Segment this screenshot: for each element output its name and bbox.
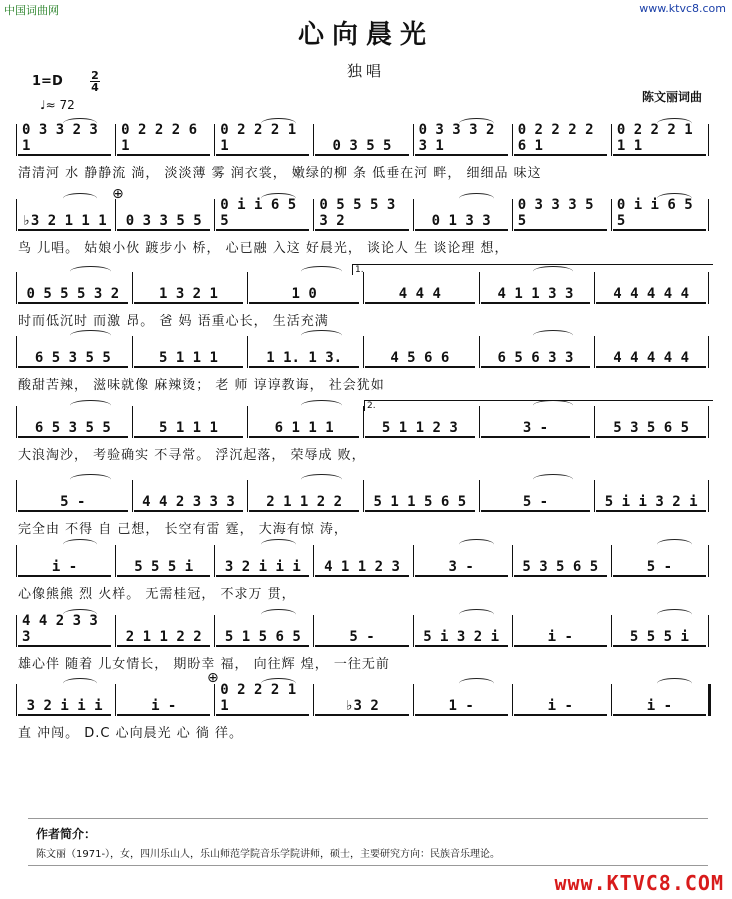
lyrics-line: 完全由 不得 自 己想， 长空有雷 霆， 大海有惊 涛，	[18, 522, 348, 537]
measure: 5 3 5 6 5	[514, 551, 607, 577]
measure: 4 4 4 4 4	[596, 342, 706, 368]
barline	[594, 480, 595, 512]
barline	[214, 684, 215, 716]
barline	[611, 124, 612, 156]
measure: 3 2 i i i	[216, 551, 309, 577]
measure: 5 5 5 i	[117, 551, 210, 577]
measure: 0 i i 6 5 5	[216, 205, 309, 231]
measure: 0 2 2 2 6 1	[117, 130, 210, 156]
measure: 0 2 2 2 1 1	[216, 690, 309, 716]
slur	[459, 118, 494, 129]
song-title: 心向晨光	[297, 20, 434, 50]
measure: 0 3 3 3 2 3 1	[415, 130, 508, 156]
slur	[459, 678, 494, 689]
barline	[512, 684, 513, 716]
barline	[132, 272, 133, 304]
slur	[261, 609, 296, 620]
measure: 6 1 1 1	[249, 412, 359, 438]
measure: 5 1 5 6 5	[216, 621, 309, 647]
song-subtitle: 独唱	[346, 62, 385, 80]
barline	[16, 336, 17, 368]
measure: 0 3 5 5	[315, 130, 408, 156]
barline	[214, 615, 215, 647]
score-system	[18, 551, 712, 607]
measure: 4 4 2 3 3 3	[18, 621, 111, 647]
barline	[363, 272, 364, 304]
measure: 0 3 3 3 5 5	[514, 205, 607, 231]
barline	[247, 336, 248, 368]
barline	[313, 615, 314, 647]
lyrics-line: 时而低沉时 而激 昂。 爸 妈 语重心长， 生活充满	[18, 314, 329, 329]
score-system	[18, 486, 712, 542]
barline	[413, 545, 414, 577]
measure: 5 i 3 2 i	[415, 621, 508, 647]
note-row	[18, 613, 712, 647]
measure: 5 1 1 2 3	[365, 412, 475, 438]
slur	[657, 539, 692, 550]
measure: i -	[514, 690, 607, 716]
note-row	[18, 682, 712, 716]
barline-end	[708, 272, 709, 304]
slur	[459, 609, 494, 620]
measure: 1 1. 1 3.	[249, 342, 359, 368]
measure: 5 -	[315, 621, 408, 647]
site-watermark-left: 中国词曲网	[4, 4, 59, 17]
measure: 0 i i 6 5 5	[613, 205, 706, 231]
barline	[214, 545, 215, 577]
slur	[63, 193, 98, 204]
measure: 5 3 5 6 5	[596, 412, 706, 438]
slur	[301, 266, 341, 277]
barline	[479, 272, 480, 304]
barline	[363, 480, 364, 512]
measure: 4 5 6 6	[365, 342, 475, 368]
barline-end	[708, 545, 709, 577]
measure: ♭3 2 1 1 1	[18, 205, 111, 231]
slur	[657, 118, 692, 129]
barline	[313, 199, 314, 231]
volta-first-ending: 1.	[352, 264, 713, 275]
measure: 1 0	[249, 278, 359, 304]
slur	[63, 609, 98, 620]
measure: 4 1 1 3 3	[481, 278, 591, 304]
measure: 0 2 2 2 1 1	[216, 130, 309, 156]
barline-end	[708, 615, 709, 647]
score-system	[18, 412, 712, 468]
score-system	[18, 278, 712, 334]
measure: i -	[514, 621, 607, 647]
measure: 5 1 1 1	[134, 412, 244, 438]
barline	[132, 406, 133, 438]
measure: 6 5 3 5 5	[18, 412, 128, 438]
measure: 5 5 5 i	[613, 621, 706, 647]
score-system	[18, 122, 712, 186]
measure: 6 5 3 5 5	[18, 342, 128, 368]
barline	[115, 615, 116, 647]
barline	[16, 406, 17, 438]
barline-end	[708, 336, 709, 368]
measure: 6 5 6 3 3	[481, 342, 591, 368]
barline	[247, 406, 248, 438]
slur	[70, 266, 110, 277]
barline	[16, 480, 17, 512]
measure: 4 4 4	[365, 278, 475, 304]
time-signature-bottom: 4	[91, 81, 99, 94]
score-system	[18, 613, 712, 677]
note-row	[18, 412, 712, 438]
measure: 1 3 2 1	[134, 278, 244, 304]
barline	[16, 545, 17, 577]
score-system	[18, 682, 712, 746]
barline	[413, 615, 414, 647]
barline	[247, 480, 248, 512]
slur	[533, 330, 573, 341]
key-signature: 1=D	[32, 74, 63, 89]
slur	[63, 118, 98, 129]
barline	[594, 272, 595, 304]
lyrics-line: 雄心伴 随着 儿女情长， 期盼幸 福， 向往辉 煌， 一往无前	[18, 657, 390, 672]
slur	[301, 474, 341, 485]
barline	[16, 199, 17, 231]
measure: 0 2 2 2 2 6 1	[514, 130, 607, 156]
measure: ♭3 2	[315, 690, 408, 716]
composer-credit: 陈文丽词曲	[641, 90, 702, 104]
measure: i -	[18, 551, 111, 577]
barline	[594, 336, 595, 368]
barline	[512, 545, 513, 577]
slur	[70, 330, 110, 341]
measure: 4 4 2 3 3 3	[134, 486, 244, 512]
measure: 0 2 2 2 1 1 1	[613, 130, 706, 156]
measure: 5 -	[613, 551, 706, 577]
lyrics-line: 酸甜苦辣， 滋味就像 麻辣烫； 老 师 谆谆教诲， 社会犹如	[18, 378, 385, 393]
lyrics-line: 清清河 水 静静流 淌， 淡淡薄 雾 润衣裳， 嫩绿的柳 条 低垂在河 畔， 细细品 味这	[18, 166, 542, 181]
slur	[301, 330, 341, 341]
slur	[70, 400, 110, 411]
barline	[413, 684, 414, 716]
barline	[611, 615, 612, 647]
measure: 5 -	[18, 486, 128, 512]
note-row	[18, 278, 712, 304]
barline	[132, 336, 133, 368]
barline	[512, 199, 513, 231]
barline	[115, 684, 116, 716]
measure: 5 -	[481, 486, 591, 512]
slur	[657, 609, 692, 620]
slur	[63, 539, 98, 550]
barline	[413, 199, 414, 231]
note-row	[18, 551, 712, 577]
slur	[70, 474, 110, 485]
barline	[247, 272, 248, 304]
barline	[611, 545, 612, 577]
lyrics-line: 大浪淘沙， 考验确实 不寻常。 浮沉起落， 荣辱成 败，	[18, 448, 366, 463]
measure: 0 5 5 5 3 2	[18, 278, 128, 304]
tempo-marking: ♩≈ 72	[40, 98, 75, 112]
slur	[261, 193, 296, 204]
barline	[611, 199, 612, 231]
barline	[132, 480, 133, 512]
barline	[16, 684, 17, 716]
note-row	[18, 486, 712, 512]
site-watermark-bottom: www.KTVC8.COM	[554, 871, 724, 895]
lyrics-line: 鸟 儿唱。 姑娘小伙 踱步小 桥， 心已融 入这 好晨光， 谈论人 生 谈论理 想，	[18, 241, 509, 256]
barline	[16, 272, 17, 304]
barline	[115, 545, 116, 577]
barline	[214, 124, 215, 156]
barline	[611, 684, 612, 716]
lyrics-line: 直 冲闯。 D.C 心向晨光 心 徜 徉。	[18, 726, 244, 741]
barline	[313, 124, 314, 156]
barline	[479, 336, 480, 368]
coda-icon: ⊕	[207, 670, 219, 686]
measure: 4 1 1 2 3	[315, 551, 408, 577]
volta-second-ending: 2.	[364, 400, 713, 411]
measure: 5 i i 3 2 i	[596, 486, 706, 512]
time-signature	[90, 70, 100, 93]
slur	[261, 118, 296, 129]
measure: 5 1 1 1	[134, 342, 244, 368]
slur	[459, 539, 494, 550]
score-system	[18, 197, 712, 261]
barline	[115, 124, 116, 156]
measure: 5 1 1 5 6 5	[365, 486, 475, 512]
barline	[512, 124, 513, 156]
barline-end	[708, 684, 711, 716]
segno-icon: ⊕	[112, 186, 124, 202]
measure: 0 3 3 2 3 1	[18, 130, 111, 156]
note-row	[18, 197, 712, 231]
barline	[16, 615, 17, 647]
note-row	[18, 342, 712, 368]
barline	[363, 336, 364, 368]
barline	[115, 199, 116, 231]
barline	[214, 199, 215, 231]
slur	[459, 193, 494, 204]
score-system	[18, 342, 712, 398]
barline	[16, 124, 17, 156]
slur	[657, 678, 692, 689]
author-bio-text: 陈文丽（1971-），女，四川乐山人，乐山师范学院音乐学院讲师，硕士，主要研究方向：民族音乐理论。	[36, 849, 501, 860]
measure: 3 -	[481, 412, 591, 438]
author-bio-heading: 作者简介：	[36, 827, 97, 841]
measure: 2 1 1 2 2	[249, 486, 359, 512]
slur	[657, 193, 692, 204]
measure: 0 5 5 5 3 3 2	[315, 205, 408, 231]
author-bio	[28, 818, 708, 866]
measure: 2 1 1 2 2	[117, 621, 210, 647]
measure: 3 -	[415, 551, 508, 577]
barline	[313, 545, 314, 577]
note-row	[18, 122, 712, 156]
slur	[63, 678, 98, 689]
barline-end	[708, 480, 709, 512]
measure: 3 2 i i i	[18, 690, 111, 716]
barline-end	[708, 124, 709, 156]
measure: i -	[117, 690, 210, 716]
barline	[479, 480, 480, 512]
site-watermark-right: www.ktvc8.com	[639, 2, 726, 15]
measure: 0 3 3 5 5	[117, 205, 210, 231]
time-signature-top: 2	[91, 69, 99, 82]
slur	[261, 539, 296, 550]
lyrics-line: 心像熊熊 烈 火样。 无需桂冠， 不求万 贯，	[18, 587, 296, 602]
measure: 1 -	[415, 690, 508, 716]
barline	[413, 124, 414, 156]
slur	[261, 678, 296, 689]
measure: 0 1 3 3	[415, 205, 508, 231]
measure: i -	[613, 690, 706, 716]
slur	[533, 474, 573, 485]
barline	[313, 684, 314, 716]
barline	[512, 615, 513, 647]
barline-end	[708, 199, 709, 231]
slur	[301, 400, 341, 411]
measure: 4 4 4 4 4	[596, 278, 706, 304]
